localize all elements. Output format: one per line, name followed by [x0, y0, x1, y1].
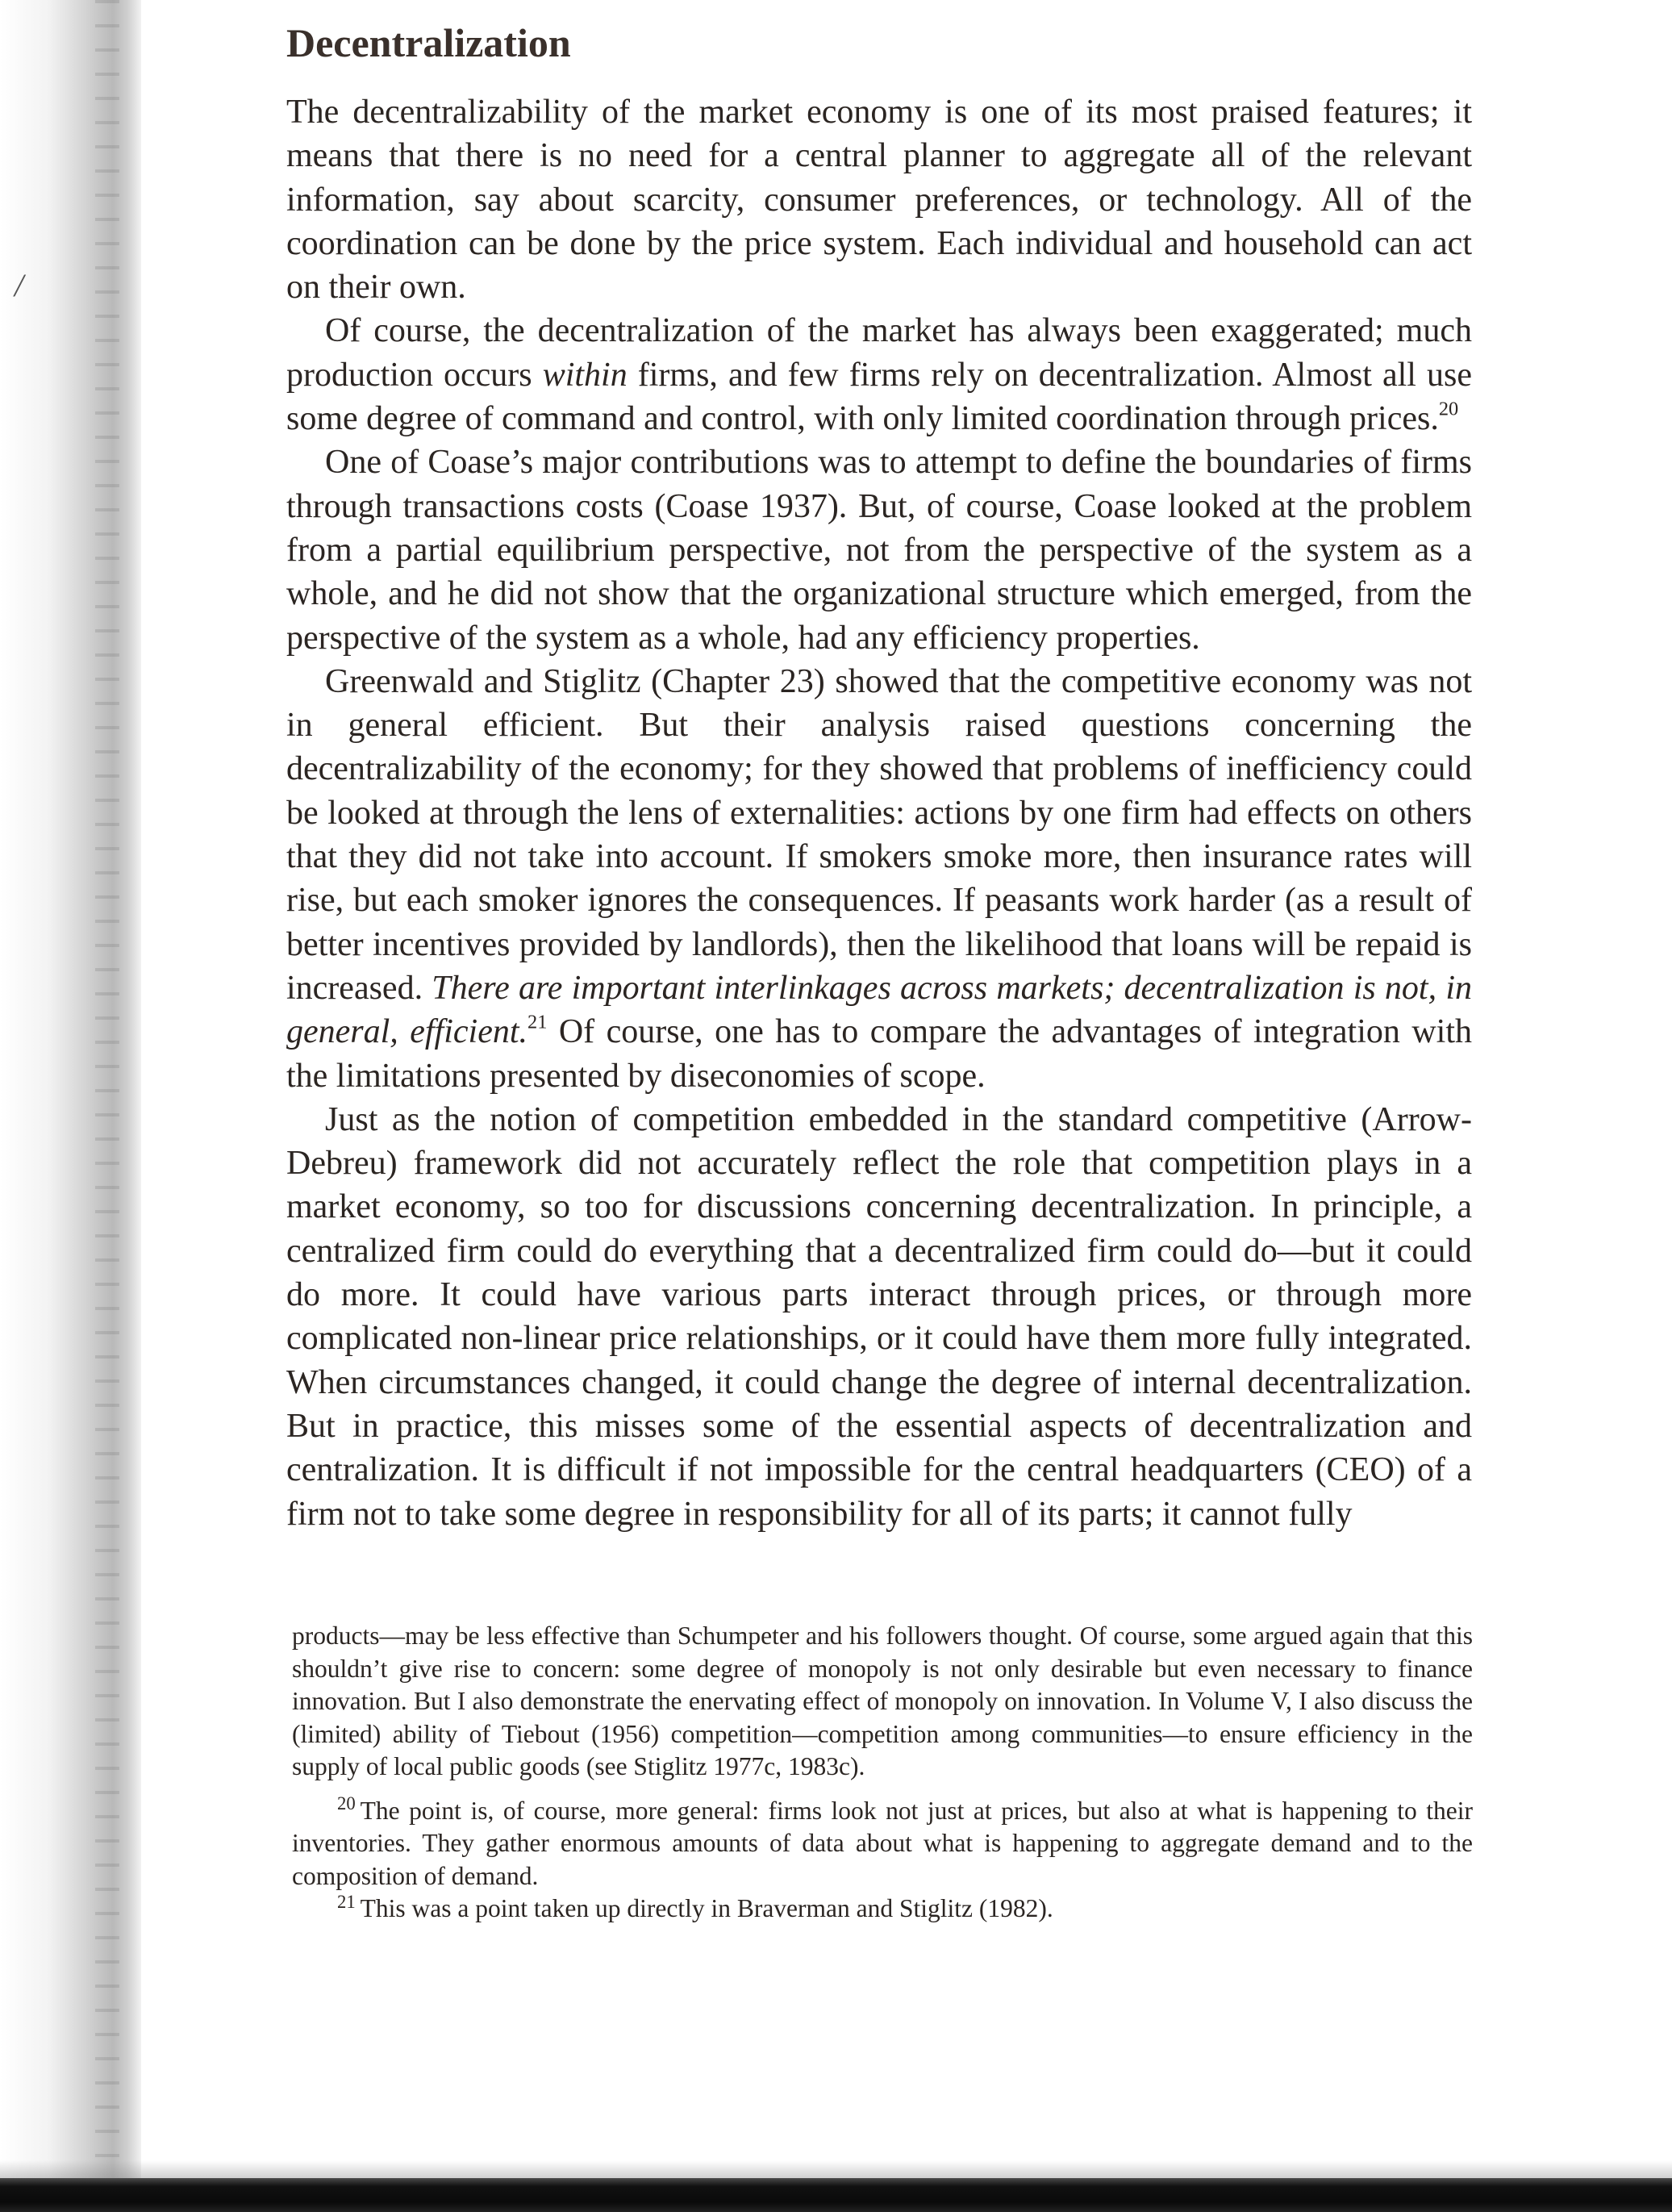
footnote-20	[292, 1795, 1473, 1893]
footnote-21	[292, 1893, 1473, 1926]
scanner-gutter-shadow	[0, 0, 141, 2212]
paragraph-4	[286, 660, 1472, 1098]
paragraph-1: The decentralizability of the market economy is one of its most praised features; it means that there is no need for a central planner to aggregate all of the relevant information, say about scarcity, consumer preferences, or technology. All of the coordination can be done by the price system. Each individual and household can act on their own.	[286, 94, 1472, 307]
section-heading: Decentralization	[286, 20, 571, 65]
footnote-21-number: 21	[337, 1891, 356, 1912]
footnote-continued: products—may be less effective than Schumpeter and his followers thought. Of course, some argued again that this shouldn’t give rise to concern: some degree of monopoly is not only desirable but even necessary to finance innovation. But I also demonstrate the enervating effect of monopoly on innovation. In Volume V, I also discuss the (limited) ability of Tiebout (1956) competition—competition among communities—to ensure efficiency in the supply of local public goods (see Stiglitz 1977c, 1983c).	[292, 1621, 1473, 1780]
margin-mark: /	[15, 267, 24, 303]
paragraph-2-text-c: firms, and few firms rely on decentralization. Almost all use some degree of command and control, with only limited coordination through prices.	[286, 356, 1472, 438]
paragraph-5: Just as the notion of competition embedded in the standard competitive (Arrow-Debreu) framework did not accurately reflect the role that competition plays in a market economy, so too for discussions concerning decentralization. In principle, a centralized firm could do everything that a decentralized firm could do—but it could do more. It could have various parts interact through prices, or through more complicated non-linear price relationships, or it could have them more fully integrated. When circumstances changed, it could change the degree of internal decentralization. But in practice, this misses some of the essential aspects of decentralization and centralization. It is difficult if not impossible for the central headquarters (CEO) of a firm not to take some degree in responsibility for all of its parts; it cannot fully	[286, 1100, 1472, 1533]
footnote-ref-21: 21	[527, 1011, 548, 1033]
paragraph-4-text-c: Of course, one has to compare the advantages of integration with the limitations presented by diseconomies of scope.	[286, 1013, 1472, 1095]
footnote-21-text: This was a point taken up directly in Braverman and Stiglitz (1982).	[360, 1894, 1053, 1922]
paragraph-2	[286, 309, 1472, 440]
footnote-20-number: 20	[337, 1793, 356, 1814]
paragraph-2-italic-within: within	[542, 356, 628, 394]
footnote-20-text: The point is, of course, more general: firms look not just at prices, but also at what is happening to their inventories. They gather enormous amounts of data about what is happening to aggregate demand and to the composition of demand.	[292, 1796, 1473, 1890]
footnote-ref-20: 20	[1438, 398, 1459, 420]
paragraph-2-text-a: Of course, the decentralization of the market has always been exaggerated; much production occurs	[286, 312, 1472, 394]
scanner-bottom-edge	[0, 2178, 1672, 2212]
paragraph-3: One of Coase’s major contributions was to attempt to define the boundaries of firms through transactions costs (Coase 1937). But, of course, Coase looked at the problem from a partial equilibrium perspective, not from the perspective of the system as a whole, and he did not show that the organizational structure which emerged, from the perspective of the system as a whole, had any efficiency properties.	[286, 444, 1472, 657]
paragraph-4-text-a: Greenwald and Stiglitz (Chapter 23) showed that the competitive economy was not in general efficient. But their analysis raised questions concerning the decentralizability of the economy; for they showed that problems of inefficiency could be looked at through the lens of externalities: actions by one firm had effects on others that they did not take into account. If smokers smoke more, then insurance rates will rise, but each smoker ignores the consequences. If peasants work harder (as a result of better incentives provided by landlords), then the likelihood that loans will be repaid is increased.	[286, 662, 1472, 1007]
footnotes-block	[292, 1620, 1473, 1926]
page-body	[286, 18, 1472, 1536]
paragraph-4-italic-claim: There are important interlinkages across markets; decentralization is not, in general, efficient.	[286, 969, 1472, 1051]
